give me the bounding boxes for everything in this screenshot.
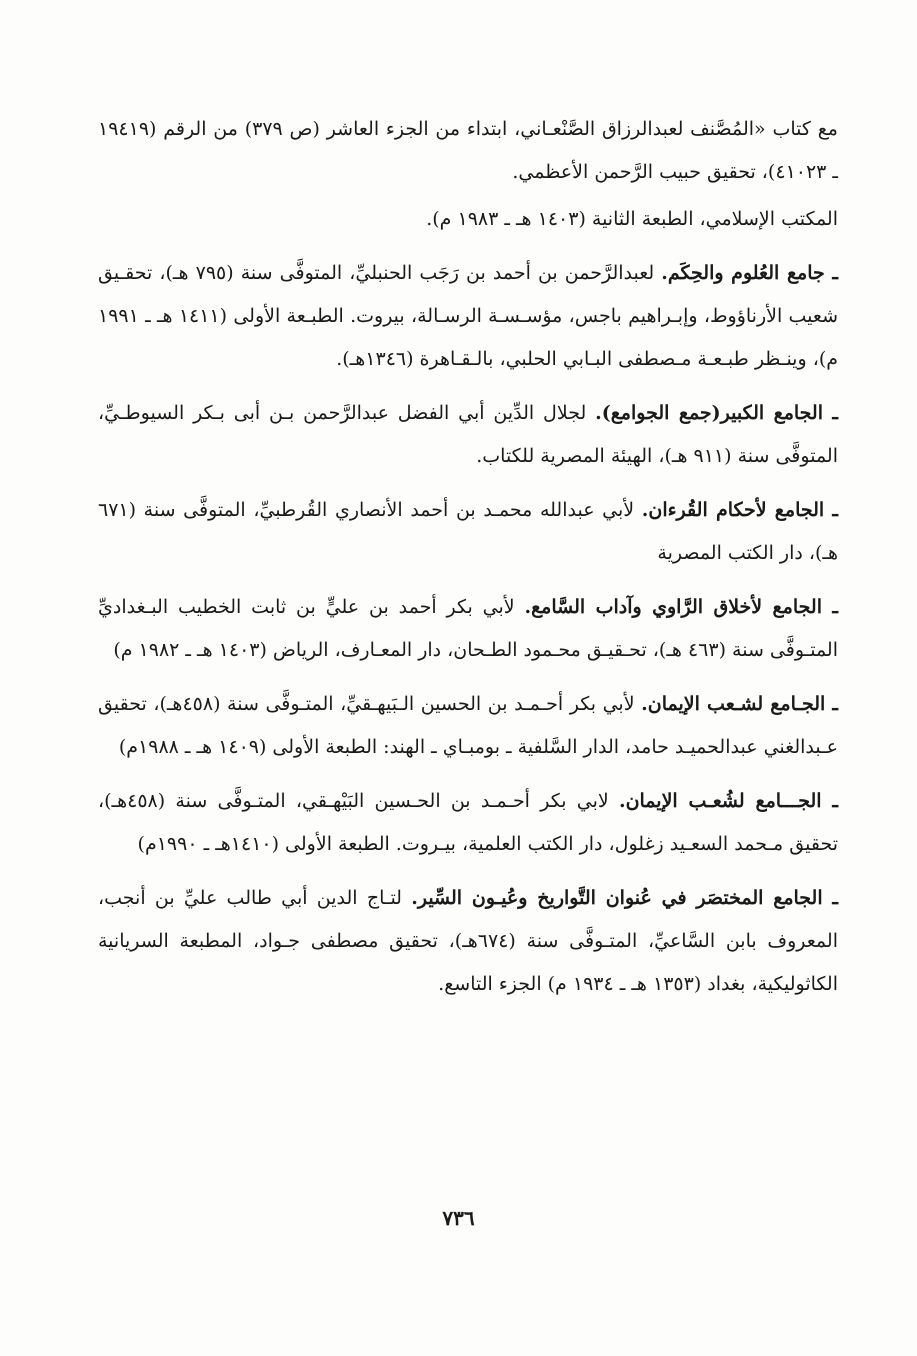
entry-body: لعبدالرَّحمن بن أحمد بن رَجَب الحنبليِّ، المتوفَّى سنة (٧٩٥ هـ)، تحقـيق شعيب الأرناؤوط، وإبـراهيم باجس، مؤسـسـة الرسـالة، بيروت. الطبـعة الأولى (١٤١١ هـ ـ ١٩٩١ م)، وينـظر طبـعـة مـصطفى البـابي الحلبي، بالـقـاهرة (١٣٤٦هـ). xyxy=(98,262,838,370)
entry-title: ـ الجـــامع لشُعـب الإيمان. xyxy=(618,790,838,812)
entry-title: ـ الجامع لأحكام القُرءان. xyxy=(641,499,838,521)
bibliography-entry xyxy=(98,489,838,575)
page-number: ٧٣٦ xyxy=(442,1206,475,1230)
bibliography-entry xyxy=(98,780,838,866)
entry-title: ـ الجـامع لشـعب الإيمان. xyxy=(641,693,838,715)
bibliography-entry xyxy=(98,252,838,381)
bibliography-entry xyxy=(98,683,838,769)
bibliography-entry xyxy=(98,877,838,1006)
intro-publisher-line: المكتب الإسلامي، الطبعة الثانية (١٤٠٣ هـ ـ ١٩٨٣ م). xyxy=(426,208,838,230)
bibliography-entry xyxy=(98,392,838,478)
bibliography-entry xyxy=(98,586,838,672)
entry-title: ـ الجامع المختصَر في عُنوان التَّواريخ وعُيـون السِّير. xyxy=(411,887,838,909)
entry-body: لابي بكر أحـمـد بن الحـسين البَيْهـقي، المتـوفَّى سنة (٤٥٨هـ)، تحقيق مـحمد السعـيد زغلول، دار الكتب العلمية، بيـروت. الطبعة الأولى (١٤١٠هـ ـ ١٩٩٠م) xyxy=(98,790,838,855)
bibliography-text xyxy=(98,108,838,1017)
entry-body: لأبي بكر أحمد بن عليٍّ بن ثابت الخطيب البـغداديِّ المتـوفَّى سنة (٤٦٣ هـ)، تحـقيـق محـمود الطـحان، دار المعـارف، الرياض (١٤٠٣ هـ ـ ١٩٨٢ م) xyxy=(98,596,838,661)
entry-title: ـ الجامع لأخلاق الرَّاوي وآداب السَّامع. xyxy=(524,596,838,618)
entry-body: لتـاج الدين أبي طالب عليِّ بن أنجب، المعروف بابن السَّاعيِّ، المتـوفَّى سنة (٦٧٤هـ)، تحقيق مصطفى جـواد، المطبعة السريانية الكاثوليكية، بغداد (١٣٥٣ هـ ـ ١٩٣٤ م) الجزء التاسع. xyxy=(98,887,838,995)
entry-body: لأبي بكر أحـمـد بن الحسين الـبَيهـقيِّ، المتـوفَّى سنة (٤٥٨هـ)، تحقيق عـبدالغني عبدالحميـد حامد، الدار السَّلفية ـ بومبـاي ـ الهند: الطبعة الأولى (١٤٠٩ هـ ـ ١٩٨٨م) xyxy=(98,693,838,758)
intro-paragraph: مع كتاب «المُصَّنف لعبدالرزاق الصَّنْعـاني، ابتداء من الجزء العاشر (ص ٣٧٩) من الرقم (١٩٤١٩ ـ ٤١٠٢٣)، تحقيق حبيب الرَّحمن الأعظمي. xyxy=(98,118,838,183)
entry-title: ـ جامع العُلوم والحِكَم. xyxy=(661,262,838,284)
entry-title: ـ الجامع الكبير(جمع الجوامع). xyxy=(595,402,838,424)
entry-body: لأبي عبدالله محمـد بن أحمد الأنصاري القُرطبيِّ، المتوفَّى سنة (٦٧١ هـ)، دار الكتب المصرية xyxy=(98,499,838,564)
entry-body: لجلال الدِّين أبي الفضل عبدالرَّحمن بـن أبى بـكر السيوطـيِّ، المتوفَّى سنة (٩١١ هـ)، الهيئة المصرية للكتاب. xyxy=(98,402,838,467)
